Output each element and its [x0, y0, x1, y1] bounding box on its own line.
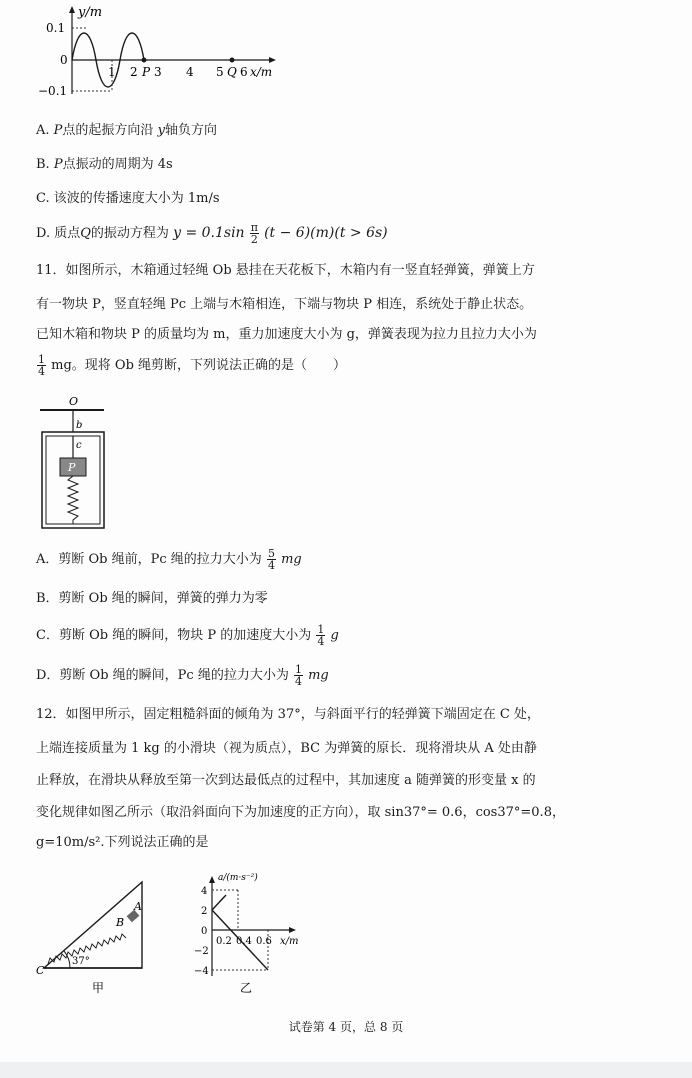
wave-y-tick-0.1: 0.1 [46, 21, 66, 35]
jia-point-C: C [36, 964, 45, 977]
yi-caption: 乙 [240, 981, 253, 995]
wave-x-tick-6: 6 [240, 65, 248, 79]
d-eq-fraction: $\frac{\pi}{2}$ [250, 221, 258, 246]
q12-stem-line5: g=10m/s².下列说法正确的是 [36, 835, 209, 850]
q12-stem-line1: 12．如图甲所示，固定粗糙斜面的倾角为 37°，与斜面平行的轻弹簧下端固定在 C 处， [36, 707, 540, 722]
wave-x-tick-5: 5 [216, 65, 224, 79]
page-footer: 试卷第 4 页，总 8 页 [288, 1020, 404, 1034]
yi-y-tick-0: 0 [201, 926, 208, 937]
fig-label-b: b [76, 420, 83, 431]
wave-x-label: x/m [250, 65, 273, 79]
q12-stem-line3: 止释放，在滑块从释放至第一次到达最低点的过程中，其加速度 a 随弹簧的形变量 x 的 [36, 773, 536, 788]
q11-stem-line2: 有一物块 P，竖直轻绳 Pc 上端与木箱相连，下端与物块 P 相连，系统处于静止状态。 [36, 297, 533, 312]
wave-x-tick-2: 2 [130, 65, 138, 79]
wave-x-tick-4: 4 [186, 65, 194, 79]
yi-y-tick-neg2: −2 [194, 946, 209, 957]
accel-graph-yi [188, 868, 318, 998]
q12-stem-line4: 变化规律如图乙所示（取沿斜面向下为加速度的正方向），取 sin37°= 0.6，cos37°=0.8， [36, 805, 565, 820]
q11-stem-line1: 11．如图所示，木箱通过轻绳 Ob 悬挂在天花板下，木箱内有一竖直轻弹簧，弹簧上方 [36, 263, 535, 278]
viewer-bottom-strip [0, 1062, 692, 1078]
box-spring-figure [36, 394, 116, 534]
fig-label-P: P [68, 461, 76, 474]
q10-option-a: A. P点的起振方向沿 y轴负方向 [36, 123, 217, 138]
wave-y-label: y/m [78, 5, 103, 20]
q11-option-a: A．剪断 Ob 绳前，Pc 绳的拉力大小为 $\frac{5}{4}$ mg [36, 547, 302, 572]
yi-x-tick-0.6: 0.6 [256, 936, 272, 947]
yi-y-tick-neg4: −4 [194, 966, 209, 977]
yi-x-tick-0.2: 0.2 [216, 936, 232, 947]
q10-option-c: C. 该波的传播速度大小为 1m/s [36, 191, 220, 206]
wave-x-tick-3: 3 [154, 65, 162, 79]
jia-point-A: A [134, 900, 142, 913]
q12-stem-line2: 上端连接质量为 1 kg 的小滑块（视为质点），BC 为弹簧的原长．现将滑块从 A 处由静 [36, 741, 537, 756]
jia-angle-label: 37° [72, 956, 90, 967]
q10-option-b: B. P点振动的周期为 4s [36, 157, 173, 172]
yi-y-tick-4: 4 [201, 886, 208, 897]
jia-point-B: B [116, 916, 125, 929]
q10-option-d: D. 质点Q的振动方程为 y = 0.1sin $\frac{\pi}{2}$ (t − 6)(m)(t > 6s) [36, 221, 388, 246]
wave-graph [34, 4, 294, 100]
yi-y-tick-2: 2 [201, 906, 208, 917]
q11-option-c: C．剪断 Ob 绳的瞬间，物块 P 的加速度大小为 $\frac{1}{4}$ g [36, 623, 339, 648]
wave-x-tick-1: 1 [108, 65, 116, 79]
wave-point-P: P [142, 65, 151, 79]
q11-stem-line3: 已知木箱和物块 P 的质量均为 m，重力加速度大小为 g，弹簧表现为拉力且拉力大小为 [36, 327, 537, 342]
wave-y-tick-neg0.1: −0.1 [38, 84, 68, 98]
wave-y-tick-0: 0 [60, 53, 68, 67]
q11-stem-line4: $\frac{1}{4}$ mg。现将 Ob 绳剪断，下列说法正确的是（ ） [38, 353, 347, 378]
wave-point-Q: Q [227, 65, 237, 79]
incline-figure-jia [34, 868, 154, 998]
q11-option-d: D．剪断 Ob 绳的瞬间，Pc 绳的拉力大小为 $\frac{1}{4}$ mg [36, 663, 329, 688]
yi-x-tick-0.4: 0.4 [236, 936, 252, 947]
q11-option-b: B．剪断 Ob 绳的瞬间，弹簧的弹力为零 [36, 591, 268, 606]
jia-caption: 甲 [92, 981, 105, 995]
yi-y-label: a/(m·s⁻²) [218, 873, 258, 883]
fig-label-O: O [69, 395, 79, 408]
fig-label-c: c [76, 440, 82, 451]
yi-x-label: x/m [280, 936, 299, 947]
